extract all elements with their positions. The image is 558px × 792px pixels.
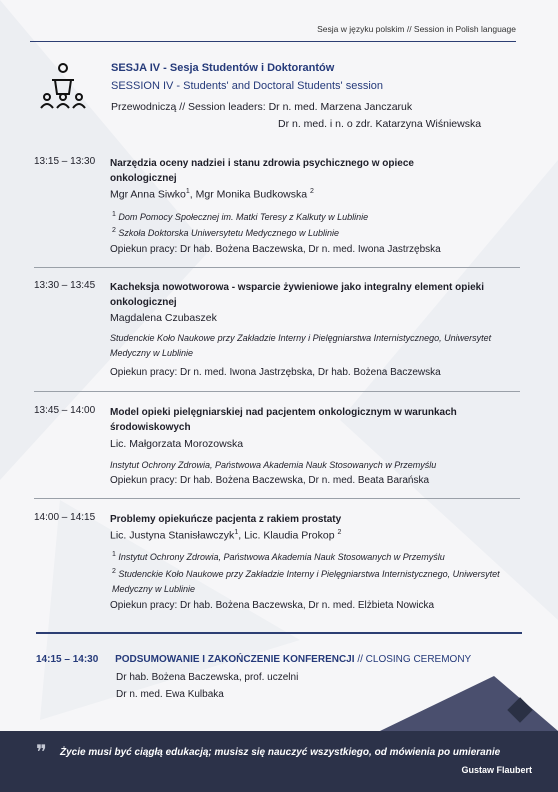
entry-title: Problemy opiekuńcze pacjenta z rakiem prostaty (110, 514, 342, 525)
session-leaders: Przewodniczą // Session leaders: Dr n. med. Marzena Janczaruk (111, 101, 413, 113)
session-title-en: SESSION IV - Students' and Doctoral Students' session (111, 80, 384, 92)
entry-supervisor: Opiekun pracy: Dr hab. Bożena Baczewska, Dr n. med. Elżbieta Nowicka (110, 600, 435, 611)
closing-rule (36, 632, 522, 634)
closing-person-2: Dr n. med. Ewa Kulbaka (116, 689, 224, 700)
quote-author: Gustaw Flaubert (461, 765, 532, 775)
entry-authors: Lic. Justyna Stanisławczyk$^1$, Lic. Klaudia Prokop $^2$ (110, 529, 342, 542)
quote-icon: ❞ (36, 740, 47, 764)
entry-title: Narzędzia oceny nadziei i stanu zdrowia psychicznego w opiece onkologicznej (110, 158, 414, 184)
entry-affiliation-2: $^2$ Studenckie Koło Naukowe przy Zakładzie Interny i Pielęgniarstwa Internistycznego, Uniwersytet Medyczny w Lublinie (112, 568, 500, 594)
closing-person-1: Dr hab. Bożena Baczewska, prof. uczelni (116, 672, 299, 683)
entry-supervisor: Opiekun pracy: Dr hab. Bożena Baczewska, Dr n. med. Iwona Jastrzębska (110, 244, 441, 255)
entry-divider (34, 498, 520, 499)
entry-affiliation-1: $^1$ Dom Pomocy Społecznej im. Matki Teresy z Kalkuty w Lublinie (112, 211, 369, 222)
session-title: SESJA IV - Sesja Studentów i Doktorantów (111, 62, 335, 74)
entry-title: Kacheksja nowotworowa - wsparcie żywieniowe jako integralny element opieki onkologicznej (110, 282, 484, 308)
entry-time: 13:45 – 14:00 (34, 405, 96, 416)
footer-quote: Życie musi być ciągłą edukacją; musisz się nauczyć wszystkiego, od mówienia po umieranie (60, 747, 501, 758)
entry-author: Lic. Małgorzata Morozowska (110, 438, 244, 450)
entry-affiliation-1: $^1$ Instytut Ochrony Zdrowia, Państwowa Akademia Nauk Stosowanych w Przemyślu (112, 551, 445, 562)
header-rule (30, 41, 516, 42)
lecture-speaker-icon (38, 62, 88, 112)
entry-authors: Mgr Anna Siwko$^1$, Mgr Monika Budkowska $^2$ (110, 188, 314, 201)
entry-supervisor: Opiekun pracy: Dr hab. Bożena Baczewska, Dr n. med. Beata Barańska (110, 475, 430, 486)
entry-time: 14:00 – 14:15 (34, 512, 96, 523)
closing-session (36, 654, 471, 665)
entry-divider (34, 391, 520, 392)
entry-divider (34, 267, 520, 268)
closing-time: 14:15 – 14:30 (36, 654, 99, 665)
entry-affiliation: Instytut Ochrony Zdrowia, Państwowa Akademia Nauk Stosowanych w Przemyślu (110, 460, 437, 470)
footer-quote-bar (0, 731, 558, 792)
entry-affiliation-2: $^2$ Szkoła Doktorska Uniwersytetu Medycznego w Lublinie (112, 227, 340, 238)
entry-author: Magdalena Czubaszek (110, 312, 217, 324)
entry-affiliation: Studenckie Koło Naukowe przy Zakładzie Interny i Pielęgniarstwa Internistycznego, Uniwersytet Medyczny w Lublinie (110, 333, 492, 358)
entry-time: 13:15 – 13:30 (34, 156, 96, 167)
session-leader-2: Dr n. med. i n. o zdr. Katarzyna Wiśniewska (278, 118, 482, 130)
closing-separator: // (357, 654, 366, 665)
entry-supervisor: Opiekun pracy: Dr n. med. Iwona Jastrzębska, Dr hab. Bożena Baczewska (110, 367, 441, 378)
closing-title-en: CLOSING CEREMONY (365, 654, 472, 665)
language-note: Sesja w języku polskim // Session in Polish language (317, 24, 516, 34)
entry-title: Model opieki pielęgniarskiej nad pacjentem onkologicznym w warunkach środowiskowych (110, 407, 457, 433)
entry-time: 13:30 – 13:45 (34, 280, 96, 291)
closing-title: PODSUMOWANIE I ZAKOŃCZENIE KONFERENCJI (115, 654, 355, 665)
